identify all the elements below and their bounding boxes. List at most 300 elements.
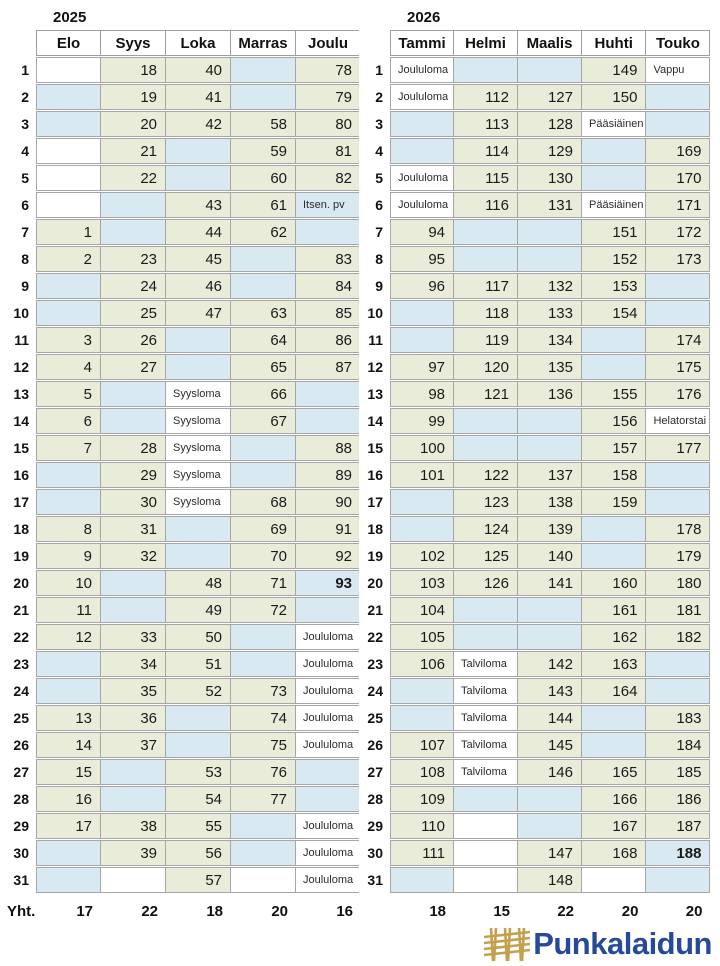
school-day-cell: 184: [646, 732, 710, 758]
school-day-cell: 144: [518, 705, 582, 731]
weekend-cell: [296, 219, 361, 245]
school-day-cell: 141: [518, 570, 582, 596]
school-day-cell: 6: [36, 408, 101, 434]
school-day-cell: 77: [231, 786, 296, 812]
weekend-cell: [101, 759, 166, 785]
school-day-cell: 28: [101, 435, 166, 461]
weekend-cell: [518, 624, 582, 650]
school-day-cell: 18: [101, 57, 166, 83]
school-day-cell: 75: [231, 732, 296, 758]
holiday-cell: Joululoma: [296, 651, 361, 677]
day-number: 1: [359, 57, 390, 83]
weekend-cell: [231, 813, 296, 839]
school-day-cell: 15: [36, 759, 101, 785]
school-day-cell: 111: [390, 840, 454, 866]
school-day-cell: 182: [646, 624, 710, 650]
weekend-cell: [166, 516, 231, 542]
school-day-cell: 110: [390, 813, 454, 839]
school-day-cell: 125: [454, 543, 518, 569]
weekend-cell: [166, 327, 231, 353]
school-day-cell: 68: [231, 489, 296, 515]
weekend-cell: [231, 57, 296, 83]
month-header: Loka: [166, 30, 231, 56]
school-day-cell: 16: [36, 786, 101, 812]
school-day-cell: 62: [231, 219, 296, 245]
day-number: 8: [5, 246, 36, 272]
school-day-cell: 166: [582, 786, 646, 812]
school-day-cell: 85: [296, 300, 361, 326]
holiday-cell: Talviloma: [454, 732, 518, 758]
school-day-cell: 58: [231, 111, 296, 137]
holiday-cell: Vappu: [646, 57, 710, 83]
school-day-cell: 9: [36, 543, 101, 569]
weekend-cell: [231, 273, 296, 299]
day-number: 13: [359, 381, 390, 407]
school-day-cell: 87: [296, 354, 361, 380]
school-day-cell: 72: [231, 597, 296, 623]
school-day-cell: 41: [166, 84, 231, 110]
school-day-cell: 187: [646, 813, 710, 839]
school-day-cell: 11: [36, 597, 101, 623]
empty-cell: [454, 867, 518, 893]
weekend-cell: [518, 219, 582, 245]
school-day-cell: 175: [646, 354, 710, 380]
school-day-cell: 105: [390, 624, 454, 650]
school-day-cell: 127: [518, 84, 582, 110]
school-day-cell: 122: [454, 462, 518, 488]
weekend-cell: [518, 246, 582, 272]
holiday-cell: Joululoma: [296, 732, 361, 758]
weekend-cell: [231, 246, 296, 272]
school-day-cell: 73: [231, 678, 296, 704]
school-day-cell: 20: [101, 111, 166, 137]
school-day-cell: 137: [518, 462, 582, 488]
weekend-cell: [36, 651, 101, 677]
day-number: 11: [5, 327, 36, 353]
day-number: 21: [359, 597, 390, 623]
weekend-cell: [582, 732, 646, 758]
school-day-cell: 13: [36, 705, 101, 731]
column-total: 22: [518, 894, 582, 920]
school-day-cell: 42: [166, 111, 231, 137]
day-number: 4: [359, 138, 390, 164]
school-day-cell: 7: [36, 435, 101, 461]
school-day-cell: 99: [390, 408, 454, 434]
column-total: 16: [296, 894, 361, 920]
weekend-cell: [582, 543, 646, 569]
day-number: 3: [5, 111, 36, 137]
school-day-cell: 120: [454, 354, 518, 380]
empty-cell: [36, 138, 101, 164]
school-day-cell: 163: [582, 651, 646, 677]
weekend-cell: [36, 867, 101, 893]
year-label-2025: 2025: [53, 9, 87, 26]
school-day-cell: 146: [518, 759, 582, 785]
school-day-cell: 90: [296, 489, 361, 515]
school-day-cell: 176: [646, 381, 710, 407]
weekend-cell: [296, 786, 361, 812]
school-day-cell: 97: [390, 354, 454, 380]
school-day-cell: 1: [36, 219, 101, 245]
holiday-cell: Joululoma: [390, 57, 454, 83]
school-day-cell: 76: [231, 759, 296, 785]
weekend-cell: [518, 408, 582, 434]
school-day-cell: 156: [582, 408, 646, 434]
weekend-cell: [454, 246, 518, 272]
school-day-cell: 185: [646, 759, 710, 785]
day-number: 17: [359, 489, 390, 515]
day-number: 7: [5, 219, 36, 245]
school-day-cell: 131: [518, 192, 582, 218]
weekend-cell: [36, 678, 101, 704]
month-header: Syys: [101, 30, 166, 56]
weekend-cell: [390, 300, 454, 326]
weekend-cell: [231, 651, 296, 677]
weekend-cell: [390, 516, 454, 542]
school-day-cell: 55: [166, 813, 231, 839]
school-day-cell: 52: [166, 678, 231, 704]
school-day-cell: 121: [454, 381, 518, 407]
holiday-cell: Joululoma: [296, 867, 361, 893]
day-number: 19: [359, 543, 390, 569]
school-day-cell: 169: [646, 138, 710, 164]
weekend-cell: [582, 138, 646, 164]
weekend-cell: [518, 57, 582, 83]
school-day-cell: 119: [454, 327, 518, 353]
weekend-cell: [518, 786, 582, 812]
school-day-cell: 48: [166, 570, 231, 596]
day-number: 22: [5, 624, 36, 650]
day-number: 25: [359, 705, 390, 731]
school-day-cell: 139: [518, 516, 582, 542]
weekend-cell: [390, 867, 454, 893]
weekend-cell: [296, 597, 361, 623]
school-day-cell: 115: [454, 165, 518, 191]
day-number: 30: [5, 840, 36, 866]
school-day-cell: 129: [518, 138, 582, 164]
holiday-cell: Syysloma: [166, 381, 231, 407]
school-day-cell: 57: [166, 867, 231, 893]
school-day-cell: 154: [582, 300, 646, 326]
school-day-cell: 103: [390, 570, 454, 596]
school-day-cell: 95: [390, 246, 454, 272]
day-number: 23: [359, 651, 390, 677]
calendar-2026: [359, 6, 710, 921]
weekend-cell: [454, 786, 518, 812]
school-day-cell: 53: [166, 759, 231, 785]
school-day-cell: 149: [582, 57, 646, 83]
school-day-cell: 50: [166, 624, 231, 650]
school-day-cell: 142: [518, 651, 582, 677]
weekend-cell: [390, 678, 454, 704]
school-day-cell: 118: [454, 300, 518, 326]
school-day-cell: 98: [390, 381, 454, 407]
holiday-cell: Talviloma: [454, 759, 518, 785]
weekend-cell: [101, 597, 166, 623]
holiday-cell: Pääsiäinen: [582, 111, 646, 137]
day-number: 29: [5, 813, 36, 839]
school-day-cell: 158: [582, 462, 646, 488]
weekend-cell: [646, 300, 710, 326]
weekend-cell: [518, 813, 582, 839]
school-day-cell: 104: [390, 597, 454, 623]
day-number: 9: [359, 273, 390, 299]
school-day-cell: 174: [646, 327, 710, 353]
holiday-cell: Pääsiäinen: [582, 192, 646, 218]
school-day-cell: 143: [518, 678, 582, 704]
day-number: 15: [359, 435, 390, 461]
weekend-cell: [166, 543, 231, 569]
school-day-cell: 165: [582, 759, 646, 785]
month-header: Tammi: [390, 30, 454, 56]
school-day-cell: 89: [296, 462, 361, 488]
school-day-cell: 82: [296, 165, 361, 191]
school-day-cell: 91: [296, 516, 361, 542]
school-day-cell: 24: [101, 273, 166, 299]
weekend-cell: [101, 408, 166, 434]
day-number: 21: [5, 597, 36, 623]
weekend-cell: [101, 786, 166, 812]
school-day-cell: 136: [518, 381, 582, 407]
holiday-cell: Talviloma: [454, 705, 518, 731]
day-number: 19: [5, 543, 36, 569]
month-header: Joulu: [296, 30, 361, 56]
school-day-cell: 65: [231, 354, 296, 380]
weekend-cell: [36, 489, 101, 515]
month-header: Touko: [646, 30, 710, 56]
school-day-cell: 4: [36, 354, 101, 380]
school-day-cell: 8: [36, 516, 101, 542]
logo-text: Punkalaidun: [533, 925, 712, 961]
column-total: 20: [231, 894, 296, 920]
school-day-cell: 45: [166, 246, 231, 272]
municipality-logo: [484, 925, 712, 962]
school-day-cell: 92: [296, 543, 361, 569]
day-number: 16: [359, 462, 390, 488]
month-header: Elo: [36, 30, 101, 56]
school-day-cell: 178: [646, 516, 710, 542]
weekend-cell: [518, 597, 582, 623]
school-day-cell: 102: [390, 543, 454, 569]
day-number: 14: [5, 408, 36, 434]
day-number: 3: [359, 111, 390, 137]
day-number: 10: [359, 300, 390, 326]
holiday-cell: Syysloma: [166, 462, 231, 488]
weekend-cell: [166, 354, 231, 380]
school-day-cell: 138: [518, 489, 582, 515]
day-number: 9: [5, 273, 36, 299]
school-day-cell: 181: [646, 597, 710, 623]
weekend-cell: [36, 84, 101, 110]
school-day-cell: 172: [646, 219, 710, 245]
day-number: 24: [359, 678, 390, 704]
column-total: 22: [101, 894, 166, 920]
day-number: 27: [5, 759, 36, 785]
school-day-cell: 56: [166, 840, 231, 866]
school-day-cell: 86: [296, 327, 361, 353]
school-day-cell: 106: [390, 651, 454, 677]
school-day-cell: 161: [582, 597, 646, 623]
school-day-cell: 51: [166, 651, 231, 677]
school-day-cell: 32: [101, 543, 166, 569]
school-day-cell: 88: [296, 435, 361, 461]
school-day-cell: 183: [646, 705, 710, 731]
column-total: 20: [646, 894, 710, 920]
school-day-cell: 83: [296, 246, 361, 272]
weekend-cell: [166, 138, 231, 164]
weekend-cell: [101, 192, 166, 218]
day-number: 2: [359, 84, 390, 110]
school-day-cell: 54: [166, 786, 231, 812]
school-day-cell: 168: [582, 840, 646, 866]
weekend-cell: [101, 381, 166, 407]
holiday-cell: Joululoma: [296, 624, 361, 650]
weekend-cell: [231, 624, 296, 650]
weekend-cell: [454, 624, 518, 650]
weekend-cell: [582, 705, 646, 731]
school-day-cell: 130: [518, 165, 582, 191]
gutter-spacer: [359, 30, 390, 56]
holiday-cell: Syysloma: [166, 489, 231, 515]
school-day-cell: 19: [101, 84, 166, 110]
school-day-cell: 14: [36, 732, 101, 758]
school-day-cell: 30: [101, 489, 166, 515]
day-number: 2: [5, 84, 36, 110]
day-number: 8: [359, 246, 390, 272]
month-header: Marras: [231, 30, 296, 56]
school-day-cell: 70: [231, 543, 296, 569]
school-day-cell: 167: [582, 813, 646, 839]
school-day-cell: 150: [582, 84, 646, 110]
school-day-cell: 25: [101, 300, 166, 326]
school-day-cell: 179: [646, 543, 710, 569]
weekend-cell: [36, 462, 101, 488]
school-day-cell: 74: [231, 705, 296, 731]
weekend-cell: [390, 327, 454, 353]
weekend-cell: [518, 435, 582, 461]
day-number: 5: [359, 165, 390, 191]
school-day-cell: 152: [582, 246, 646, 272]
school-day-cell: 177: [646, 435, 710, 461]
month-header: Maalis: [518, 30, 582, 56]
empty-cell: [101, 867, 166, 893]
day-number: 20: [5, 570, 36, 596]
school-day-cell: 21: [101, 138, 166, 164]
school-day-cell: 93: [296, 570, 361, 596]
school-day-cell: 160: [582, 570, 646, 596]
day-number: 13: [5, 381, 36, 407]
day-number: 15: [5, 435, 36, 461]
weekend-cell: [582, 165, 646, 191]
weekend-cell: [454, 597, 518, 623]
weekend-cell: [646, 111, 710, 137]
day-number: 6: [359, 192, 390, 218]
school-day-cell: 151: [582, 219, 646, 245]
school-day-cell: 153: [582, 273, 646, 299]
school-day-cell: 108: [390, 759, 454, 785]
weekend-cell: [296, 381, 361, 407]
holiday-cell: Joululoma: [296, 840, 361, 866]
weekend-cell: [36, 840, 101, 866]
empty-cell: [231, 867, 296, 893]
day-number: 29: [359, 813, 390, 839]
day-number: 12: [359, 354, 390, 380]
school-day-cell: 113: [454, 111, 518, 137]
weekend-cell: [231, 435, 296, 461]
day-number: 17: [5, 489, 36, 515]
weekend-cell: [390, 111, 454, 137]
column-total: 17: [36, 894, 101, 920]
school-day-cell: 61: [231, 192, 296, 218]
school-day-cell: 173: [646, 246, 710, 272]
school-day-cell: 159: [582, 489, 646, 515]
day-number: 14: [359, 408, 390, 434]
holiday-cell: Joululoma: [390, 192, 454, 218]
weekend-cell: [166, 165, 231, 191]
school-day-cell: 66: [231, 381, 296, 407]
school-day-cell: 171: [646, 192, 710, 218]
weekend-cell: [646, 867, 710, 893]
school-day-cell: 64: [231, 327, 296, 353]
day-number: 24: [5, 678, 36, 704]
holiday-cell: Itsen. pv: [296, 192, 361, 218]
school-day-cell: 31: [101, 516, 166, 542]
day-number: 22: [359, 624, 390, 650]
fence-icon: [484, 925, 530, 962]
weekend-cell: [296, 408, 361, 434]
school-day-cell: 44: [166, 219, 231, 245]
day-number: 30: [359, 840, 390, 866]
weekend-cell: [36, 300, 101, 326]
school-day-cell: 107: [390, 732, 454, 758]
column-total: 18: [166, 894, 231, 920]
school-day-cell: 180: [646, 570, 710, 596]
school-day-cell: 27: [101, 354, 166, 380]
weekend-cell: [582, 516, 646, 542]
school-day-cell: 81: [296, 138, 361, 164]
day-number: 26: [5, 732, 36, 758]
school-day-cell: 135: [518, 354, 582, 380]
day-number: 5: [5, 165, 36, 191]
day-number: 18: [5, 516, 36, 542]
school-day-cell: 148: [518, 867, 582, 893]
empty-cell: [454, 813, 518, 839]
school-day-cell: 34: [101, 651, 166, 677]
school-day-cell: 94: [390, 219, 454, 245]
school-day-cell: 101: [390, 462, 454, 488]
school-day-cell: 128: [518, 111, 582, 137]
school-day-cell: 78: [296, 57, 361, 83]
school-day-cell: 2: [36, 246, 101, 272]
school-day-cell: 145: [518, 732, 582, 758]
school-day-cell: 3: [36, 327, 101, 353]
holiday-cell: Syysloma: [166, 408, 231, 434]
school-day-cell: 157: [582, 435, 646, 461]
school-day-cell: 133: [518, 300, 582, 326]
empty-cell: [582, 867, 646, 893]
weekend-cell: [646, 462, 710, 488]
school-day-cell: 39: [101, 840, 166, 866]
school-day-cell: 35: [101, 678, 166, 704]
weekend-cell: [646, 651, 710, 677]
school-day-cell: 155: [582, 381, 646, 407]
weekend-cell: [231, 840, 296, 866]
weekend-cell: [646, 273, 710, 299]
day-number: 20: [359, 570, 390, 596]
weekend-cell: [646, 84, 710, 110]
year-label-2026: 2026: [407, 9, 441, 26]
empty-cell: [36, 57, 101, 83]
